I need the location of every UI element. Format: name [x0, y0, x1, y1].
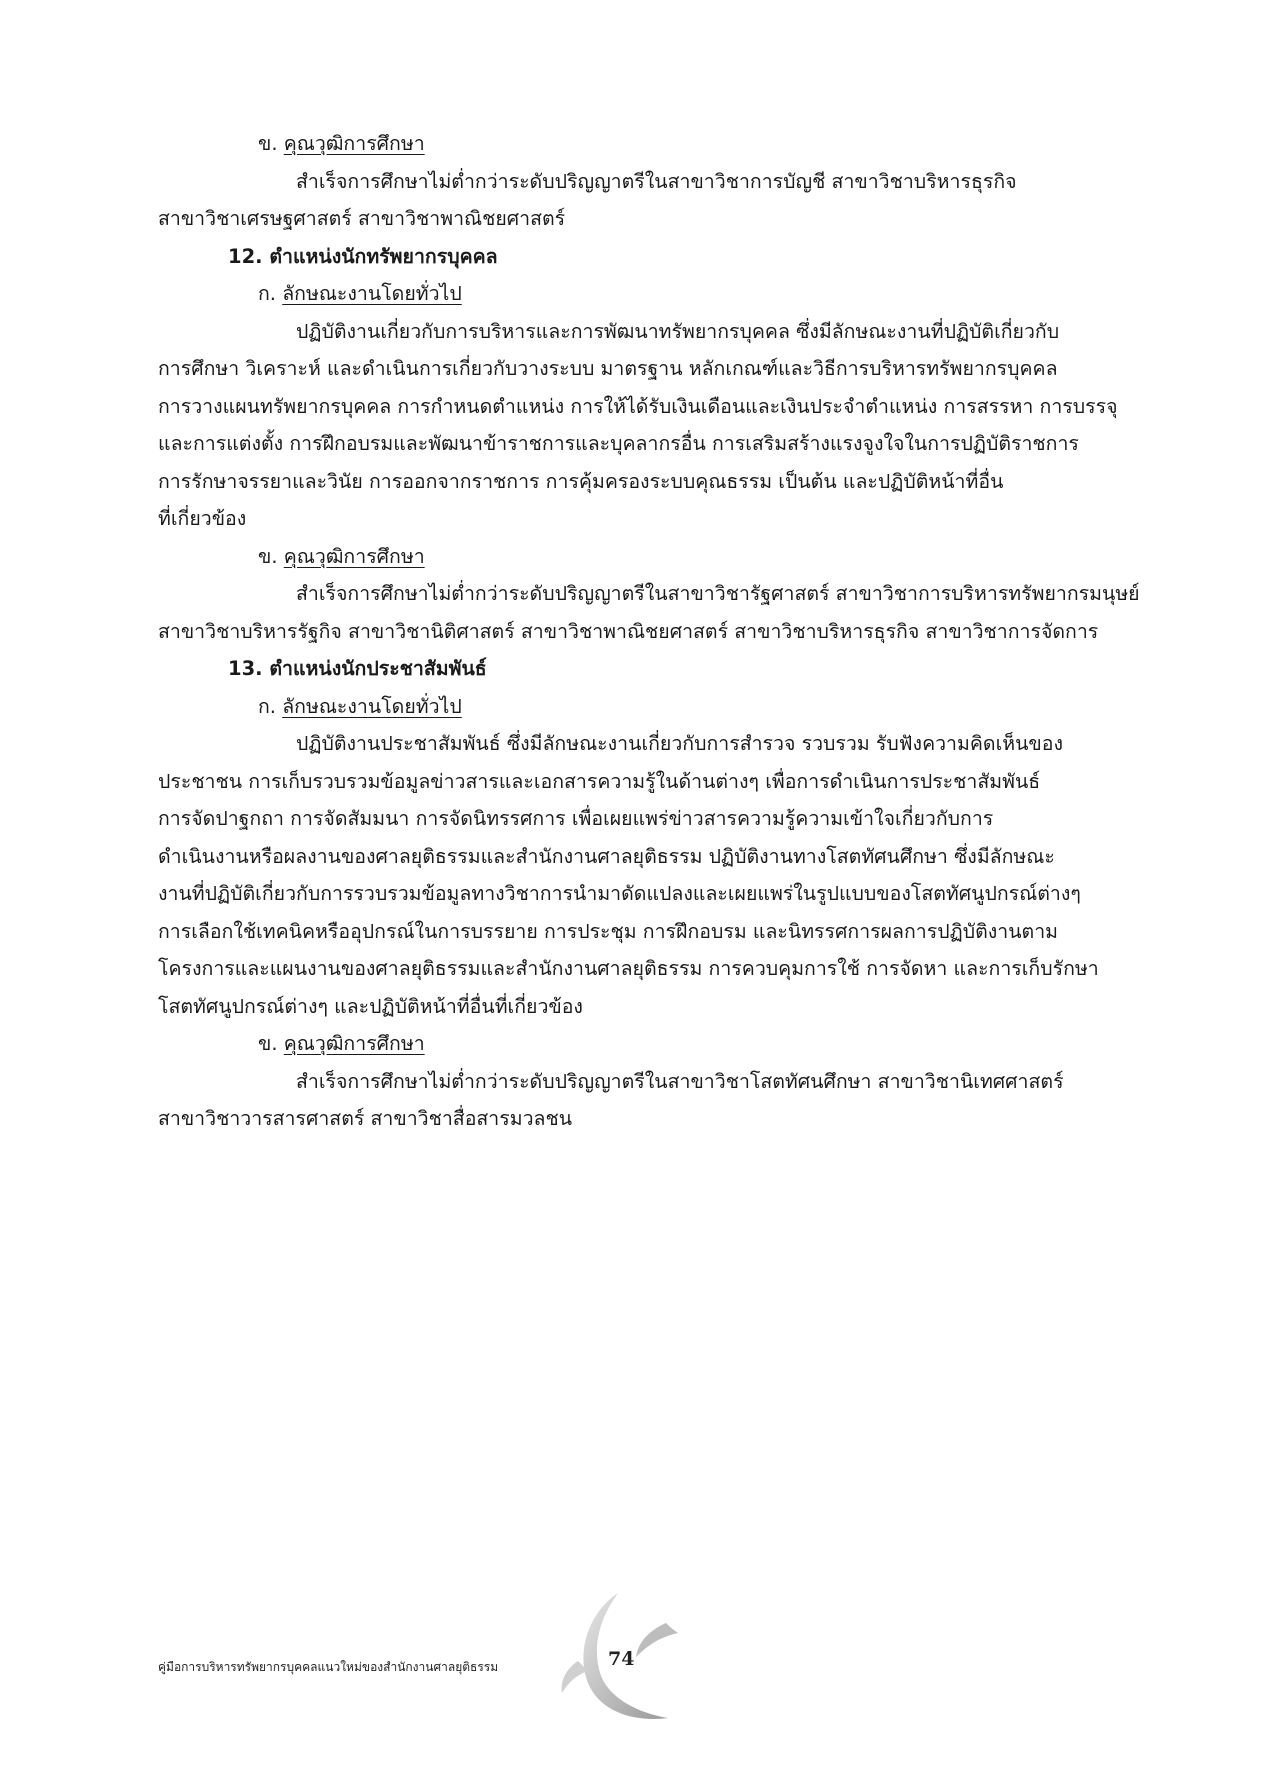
paragraph-line: ที่เกี่ยวข้อง	[158, 507, 247, 530]
list-marker: ก.	[258, 694, 277, 718]
paragraph-line: โครงการและแผนงานของศาลยุติธรรมและสำนักงานศาลยุติธรรม การควบคุมการใช้ การจัดหา และการเก็บรักษา	[158, 957, 1099, 980]
paragraph-line: ประชาชน การเก็บรวบรวมข้อมูลข่าวสารและเอกสารความรู้ในด้านต่างๆ เพื่อการดำเนินการประชาสัมพันธ์	[158, 769, 1041, 793]
s12-qual-label	[158, 538, 1106, 576]
page-number: 74	[608, 1648, 635, 1670]
section-heading: 12. ตำแหน่งนักทรัพยากรบุคคล	[228, 244, 498, 268]
paragraph-line: การวางแผนทรัพยากรบุคคล การกำหนดตำแหน่ง การให้ได้รับเงินเดือนและเงินประจำตำแหน่ง การสรรหา การบรรจุ	[158, 394, 1118, 418]
section-heading: 13. ตำแหน่งนักประชาสัมพันธ์	[228, 657, 487, 680]
subsection-title: ลักษณะงานโดยทั่วไป	[282, 282, 462, 305]
s13-desc-label	[158, 688, 1106, 726]
s13-qual-label	[158, 1025, 1106, 1063]
paragraph-line: การรักษาจรรยาและวินัย การออกจากราชการ การคุ้มครองระบบคุณธรรม เป็นต้น และปฏิบัติหน้าที่อื่น	[158, 469, 1004, 493]
paragraph-line: การจัดปาฐกถา การจัดสัมมนา การจัดนิทรรศการ เพื่อเผยแพร่ข่าวสารความรู้ความเข้าใจเกี่ยวกับการ	[158, 807, 994, 830]
paragraph-line: สำเร็จการศึกษาไม่ต่ำกว่าระดับปริญญาตรีในสาขาวิชาโสตทัศนศึกษา สาขาวิชานิเทศศาสตร์	[296, 1069, 1064, 1093]
paragraph-line: สาขาวิชาวารสารศาสตร์ สาขาวิชาสื่อสารมวลชน	[158, 1107, 573, 1130]
s11-qual-label	[158, 125, 1106, 163]
subsection-title: คุณวุฒิการศึกษา	[283, 1032, 425, 1055]
s12-desc-label	[158, 275, 1106, 313]
paragraph-line: การเลือกใช้เทคนิคหรืออุปกรณ์ในการบรรยาย การประชุม การฝึกอบรม และนิทรรศการผลการปฏิบัติงานตาม	[158, 919, 1058, 943]
paragraph-line: ปฏิบัติงานประชาสัมพันธ์ ซึ่งมีลักษณะงานเกี่ยวกับการสำรวจ รวบรวม รับฟังความคิดเห็นของ	[296, 732, 1063, 755]
paragraph-line: ดำเนินงานหรือผลงานของศาลยุติธรรมและสำนักงานศาลยุติธรรม ปฏิบัติงานทางโสตทัศนศึกษา ซึ่งมีลักษณะ	[158, 844, 1055, 868]
list-marker: ข.	[258, 1032, 278, 1055]
paragraph-line: และการแต่งตั้ง การฝึกอบรมและพัฒนาข้าราชการและบุคลากรอื่น การเสริมสร้างแรงจูงใจในการปฏิบัติราชการ	[158, 432, 1079, 455]
list-marker: ข.	[258, 544, 278, 568]
paragraph-line: โสตทัศนูปกรณ์ต่างๆ และปฏิบัติหน้าที่อื่นที่เกี่ยวข้อง	[158, 994, 583, 1018]
paragraph-line: การศึกษา วิเคราะห์ และดำเนินการเกี่ยวกับวางระบบ มาตรฐาน หลักเกณฑ์และวิธีการบริหารทรัพยากรบุคคล	[158, 357, 1058, 380]
paragraph-line: สำเร็จการศึกษาไม่ต่ำกว่าระดับปริญญาตรีในสาขาวิชาการบัญชี สาขาวิชาบริหารธุรกิจ	[296, 169, 1017, 193]
page-content	[158, 125, 1140, 1138]
paragraph-line: สาขาวิชาบริหารรัฐกิจ สาขาวิชานิติศาสตร์ สาขาวิชาพาณิชยศาสตร์ สาขาวิชาบริหารธุรกิจ สาขาวิชาการจัดการ	[158, 619, 1099, 643]
list-marker: ก.	[258, 282, 277, 305]
paragraph-line: งานที่ปฏิบัติเกี่ยวกับการรวบรวมข้อมูลทางวิชาการนำมาดัดแปลงและเผยแพร่ในรูปแบบของโสตทัศนูปกรณ์ต่างๆ	[158, 882, 1081, 905]
paragraph-line: ปฏิบัติงานเกี่ยวกับการบริหารและการพัฒนาทรัพยากรบุคคล ซึ่งมีลักษณะงานที่ปฏิบัติเกี่ยวกับ	[296, 319, 1060, 343]
list-marker: ข.	[258, 132, 278, 155]
footer-title: คู่มือการบริหารทรัพยากรบุคคลแนวใหม่ของสำนักงานศาลยุติธรรม	[158, 1660, 499, 1674]
subsection-title: คุณวุฒิการศึกษา	[283, 544, 425, 568]
subsection-title: ลักษณะงานโดยทั่วไป	[282, 694, 462, 718]
paragraph-line: สำเร็จการศึกษาไม่ต่ำกว่าระดับปริญญาตรีในสาขาวิชารัฐศาสตร์ สาขาวิชาการบริหารทรัพยากรมนุษย์	[296, 582, 1140, 605]
paragraph-line: สาขาวิชาเศรษฐศาสตร์ สาขาวิชาพาณิชยศาสตร์	[158, 207, 566, 230]
subsection-title: คุณวุฒิการศึกษา	[283, 132, 425, 155]
